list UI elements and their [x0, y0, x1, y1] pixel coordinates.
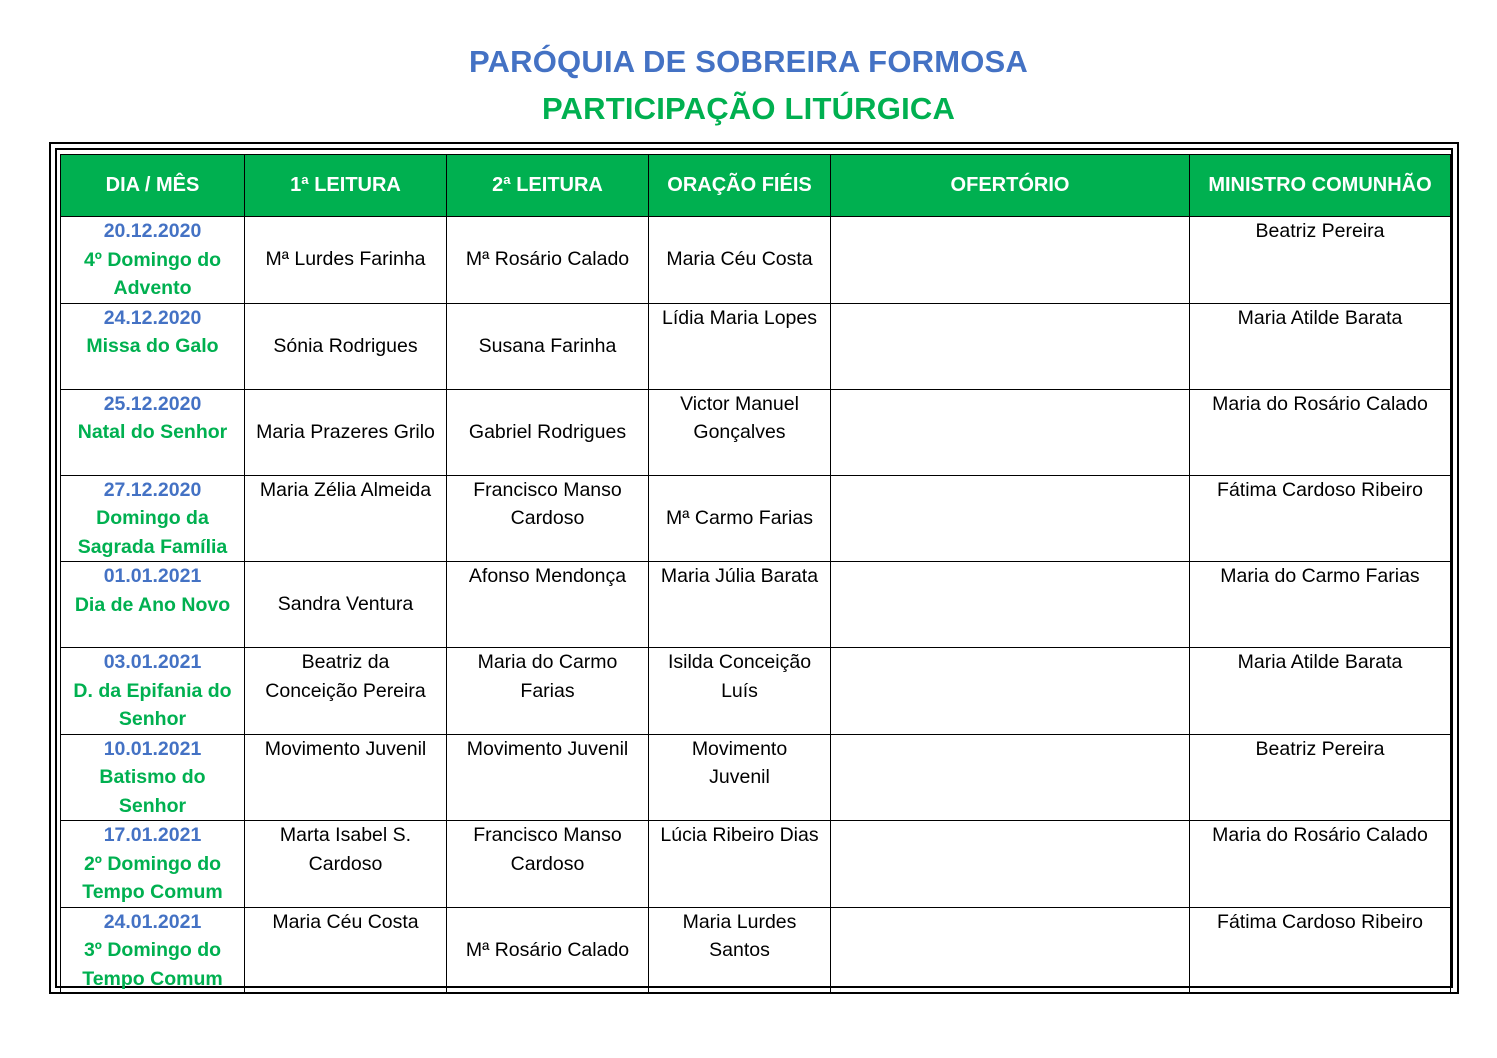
oracao-fieis-text: Victor Manuel Gonçalves	[680, 392, 799, 443]
leitura-2-cell	[447, 648, 649, 735]
page-title: PARÓQUIA DE SOBREIRA FORMOSA	[468, 44, 1029, 79]
date-text: 17.01.2021	[103, 824, 202, 846]
header-dia-mes: DIA / MÊS	[61, 155, 245, 217]
header-oracao-fieis: ORAÇÃO FIÉIS	[649, 155, 831, 217]
ministro-comunhao-cell	[1190, 648, 1451, 735]
ministro-comunhao-text: Maria do Carmo Farias	[1220, 565, 1420, 587]
leitura-2-text: Movimento Juvenil	[466, 737, 629, 760]
table-row	[61, 217, 1451, 304]
ministro-comunhao-cell	[1190, 734, 1451, 821]
occasion-text: Domingo da Sagrada Família	[77, 507, 228, 558]
oracao-fieis-cell	[649, 303, 831, 389]
ministro-comunhao-text: Beatriz Pereira	[1255, 220, 1385, 242]
oracao-fieis-cell	[649, 389, 831, 475]
table-header-row	[61, 155, 1451, 217]
ministro-comunhao-text: Maria do Rosário Calado	[1212, 392, 1428, 415]
occasion-text: Missa do Galo	[86, 335, 219, 357]
leitura-2-text: Gabriel Rodrigues	[468, 420, 627, 443]
leitura-1-text: Sónia Rodrigues	[273, 334, 418, 357]
oracao-fieis-cell	[649, 821, 831, 908]
oracao-fieis-text: Movimento Juvenil	[691, 737, 788, 788]
ministro-comunhao-text: Beatriz Pereira	[1255, 737, 1385, 760]
date-text: 25.12.2020	[103, 392, 202, 415]
date-text: 10.01.2021	[103, 737, 202, 760]
date-cell	[61, 562, 245, 648]
date-cell	[61, 303, 245, 389]
leitura-2-cell	[447, 734, 649, 821]
leitura-1-text: Maria Zélia Almeida	[259, 478, 432, 501]
ministro-comunhao-cell	[1190, 907, 1451, 994]
header-leitura-1: 1ª LEITURA	[245, 155, 447, 217]
leitura-1-cell	[245, 475, 447, 562]
ofertorio-cell	[831, 648, 1190, 735]
date-text: 27.12.2020	[103, 478, 202, 501]
occasion-text: Batismo do Senhor	[99, 766, 206, 817]
leitura-2-cell	[447, 303, 649, 389]
date-cell	[61, 648, 245, 735]
table-row	[61, 389, 1451, 475]
leitura-1-cell	[245, 562, 447, 648]
ofertorio-cell	[831, 734, 1190, 821]
ministro-comunhao-cell	[1190, 821, 1451, 908]
occasion-text: D. da Epifania do Senhor	[73, 679, 232, 730]
leitura-2-text: Mª Rosário Calado	[465, 248, 630, 271]
header-ministro-comunhao: MINISTRO COMUNHÃO	[1190, 155, 1451, 217]
leitura-1-cell	[245, 734, 447, 821]
table-row	[61, 475, 1451, 562]
oracao-fieis-cell	[649, 648, 831, 735]
date-cell	[61, 907, 245, 994]
leitura-1-text: Mª Lurdes Farinha	[265, 248, 426, 271]
ministro-comunhao-cell	[1190, 475, 1451, 562]
leitura-1-text: Maria Céu Costa	[272, 910, 419, 933]
page-subtitle: PARTICIPAÇÃO LITÚRGICA	[541, 91, 956, 126]
table-row	[61, 303, 1451, 389]
leitura-1-text: Maria Prazeres Grilo	[256, 420, 435, 443]
leitura-2-cell	[447, 907, 649, 994]
date-cell	[61, 475, 245, 562]
leitura-2-cell	[447, 475, 649, 562]
header-ofertorio: OFERTÓRIO	[831, 155, 1190, 217]
oracao-fieis-cell	[649, 907, 831, 994]
leitura-2-text: Francisco Manso Cardoso	[473, 478, 622, 529]
table-row	[61, 562, 1451, 648]
leitura-1-cell	[245, 821, 447, 908]
ofertorio-cell	[831, 562, 1190, 648]
leitura-1-text: Movimento Juvenil	[264, 737, 427, 760]
table-row	[61, 821, 1451, 908]
date-cell	[61, 821, 245, 908]
ofertorio-cell	[831, 821, 1190, 908]
date-text: 03.01.2021	[103, 651, 202, 673]
oracao-fieis-text: Maria Júlia Barata	[660, 565, 819, 587]
date-cell	[61, 734, 245, 821]
leitura-1-text: Beatriz da Conceição Pereira	[265, 651, 426, 702]
leitura-2-cell	[447, 389, 649, 475]
ministro-comunhao-text: Maria Atilde Barata	[1237, 651, 1403, 673]
date-text: 24.12.2020	[103, 306, 202, 329]
oracao-fieis-text: Lídia Maria Lopes	[661, 306, 817, 329]
ministro-comunhao-text: Maria do Rosário Calado	[1212, 824, 1428, 846]
ofertorio-cell	[831, 389, 1190, 475]
schedule-table	[60, 154, 1451, 994]
table-row	[61, 907, 1451, 994]
ministro-comunhao-cell	[1190, 389, 1451, 475]
oracao-fieis-text: Maria Céu Costa	[666, 248, 813, 271]
occasion-text: 4º Domingo do Advento	[83, 248, 222, 299]
leitura-2-text: Mª Rosário Calado	[465, 938, 630, 961]
leitura-2-cell	[447, 562, 649, 648]
header-leitura-2: 2ª LEITURA	[447, 155, 649, 217]
leitura-2-text: Susana Farinha	[478, 334, 617, 357]
oracao-fieis-text: Lúcia Ribeiro Dias	[660, 824, 819, 846]
oracao-fieis-text: Maria Lurdes Santos	[682, 910, 797, 961]
leitura-2-cell	[447, 821, 649, 908]
oracao-fieis-cell	[649, 734, 831, 821]
leitura-1-text: Marta Isabel S. Cardoso	[279, 824, 412, 875]
leitura-1-cell	[245, 303, 447, 389]
ofertorio-cell	[831, 217, 1190, 304]
oracao-fieis-cell	[649, 217, 831, 304]
oracao-fieis-text: Mª Carmo Farias	[666, 506, 813, 529]
ofertorio-cell	[831, 303, 1190, 389]
ministro-comunhao-text: Maria Atilde Barata	[1237, 306, 1403, 329]
leitura-2-text: Afonso Mendonça	[468, 565, 627, 587]
occasion-text: 3º Domingo do Tempo Comum	[82, 939, 223, 990]
leitura-1-text: Sandra Ventura	[277, 593, 414, 616]
date-cell	[61, 389, 245, 475]
date-text: 20.12.2020	[103, 220, 202, 242]
ministro-comunhao-text: Fátima Cardoso Ribeiro	[1217, 910, 1423, 933]
leitura-1-cell	[245, 648, 447, 735]
date-cell	[61, 217, 245, 304]
table-row	[61, 734, 1451, 821]
leitura-1-cell	[245, 907, 447, 994]
occasion-text: 2º Domingo do Tempo Comum	[82, 852, 223, 903]
oracao-fieis-cell	[649, 562, 831, 648]
occasion-text: Dia de Ano Novo	[74, 593, 231, 616]
date-text: 24.01.2021	[103, 910, 202, 933]
ministro-comunhao-cell	[1190, 562, 1451, 648]
ofertorio-cell	[831, 475, 1190, 562]
leitura-1-cell	[245, 389, 447, 475]
ministro-comunhao-cell	[1190, 303, 1451, 389]
date-text: 01.01.2021	[103, 565, 202, 587]
ministro-comunhao-cell	[1190, 217, 1451, 304]
ministro-comunhao-text: Fátima Cardoso Ribeiro	[1217, 478, 1423, 501]
leitura-1-cell	[245, 217, 447, 304]
leitura-2-text: Francisco Manso Cardoso	[473, 824, 622, 875]
table-row	[61, 648, 1451, 735]
ofertorio-cell	[831, 907, 1190, 994]
oracao-fieis-cell	[649, 475, 831, 562]
occasion-text: Natal do Senhor	[77, 421, 228, 443]
oracao-fieis-text: Isilda Conceição Luís	[667, 651, 812, 702]
leitura-2-text: Maria do Carmo Farias	[477, 651, 618, 702]
leitura-2-cell	[447, 217, 649, 304]
